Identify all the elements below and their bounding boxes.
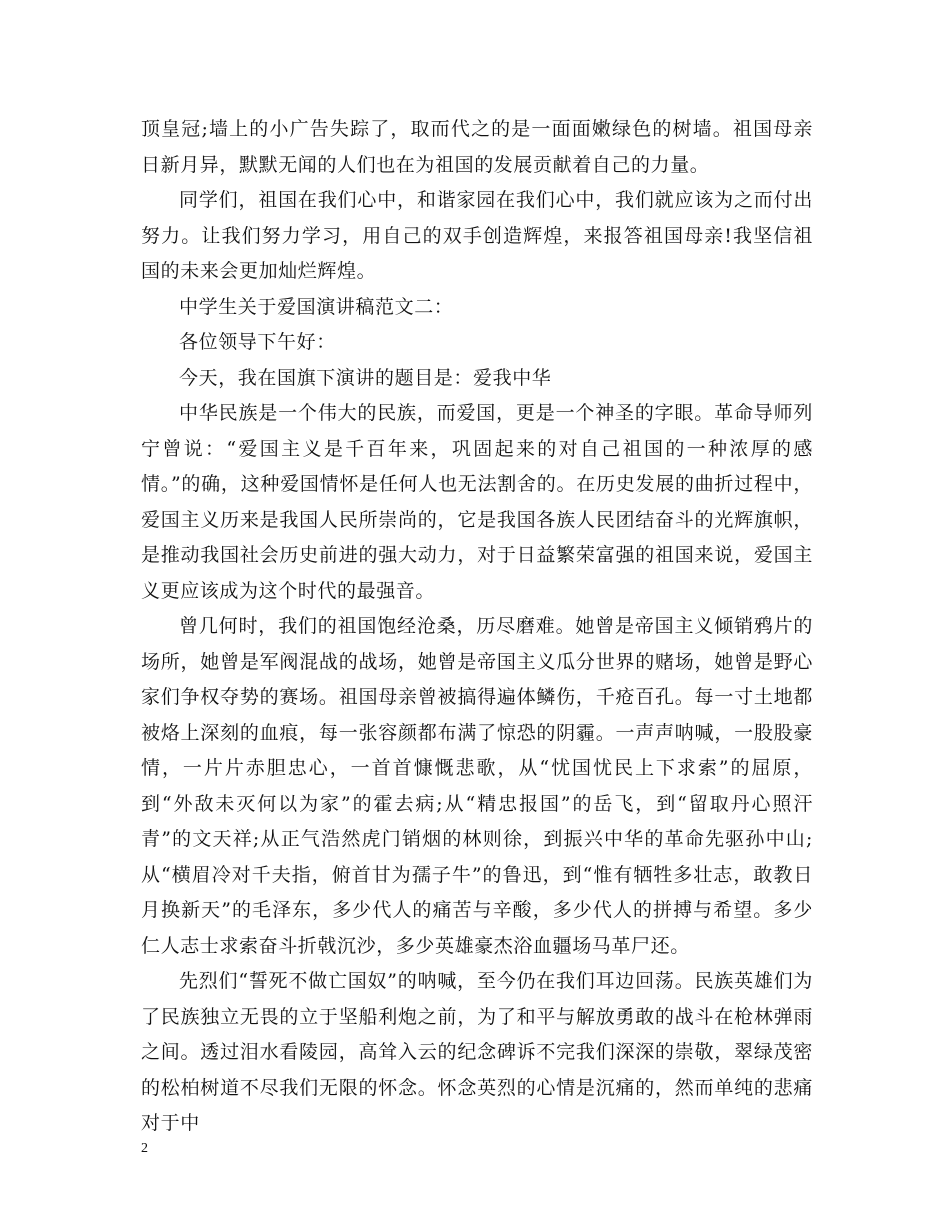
paragraph: 同学们，祖国在我们心中，和谐家园在我们心中，我们就应该为之而付出努力。让我们努力学习，用自己的双手创造辉煌，来报答祖国母亲!我坚信祖国的未来会更加灿烂辉煌。 xyxy=(141,189,813,282)
document-body xyxy=(141,112,813,1142)
paragraph-continuation: 顶皇冠;墙上的小广告失踪了，取而代之的是一面面嫩绿色的树墙。祖国母亲日新月异，默默无闻的人们也在为祖国的发展贡献着自己的力量。 xyxy=(141,118,813,176)
salutation: 各位领导下午好： xyxy=(179,331,336,353)
section-heading: 中学生关于爱国演讲稿范文二： xyxy=(179,295,454,318)
speech-title-line: 今天，我在国旗下演讲的题目是：爱我中华 xyxy=(179,366,552,389)
paragraph: 曾几何时，我们的祖国饱经沧桑，历尽磨难。她曾是帝国主义倾销鸦片的场所，她曾是军阀混战的战场，她曾是帝国主义瓜分世界的赌场，她曾是野心家们争权夺势的赛场。祖国母亲曾被搞得遍体鳞伤，千疮百孔。每一寸土地都被烙上深刻的血痕，每一张容颜都布满了惊恐的阴霾。一声声呐喊，一股股豪情，一片片赤胆忠心，一首首慷慨悲歌，从“忧国忧民上下求索”的屈原，到“外敌未灭何以为家”的霍去病;从“精忠报国”的岳飞，到“留取丹心照汗青”的文天祥;从正气浩然虎门销烟的林则徐，到振兴中华的革命先驱孙中山;从“横眉冷对千夫指，俯首甘为孺子牛”的鲁迅，到“惟有牺牲多壮志，敢教日月换新天”的毛泽东，多少代人的痛苦与辛酸，多少代人的拼搏与希望。多少仁人志士求索奋斗折戟沉沙，多少英雄豪杰浴血疆场马革尸还。 xyxy=(141,615,813,957)
paragraph: 中华民族是一个伟大的民族，而爱国，更是一个神圣的字眼。革命导师列宁曾说：“爱国主义是千百年来，巩固起来的对自己祖国的一种浓厚的感情。”的确，这种爱国情怀是任何人也无法割舍的。在历史发展的曲折过程中，爱国主义历来是我国人民所崇尚的，它是我国各族人民团结奋斗的光辉旗帜，是推动我国社会历史前进的强大动力，对于日益繁荣富强的祖国来说，爱国主义更应该成为这个时代的最强音。 xyxy=(141,402,813,602)
page-number: 2 xyxy=(141,1141,148,1156)
paragraph: 先烈们“誓死不做亡国奴”的呐喊，至今仍在我们耳边回荡。民族英雄们为了民族独立无畏的立于坚船利炮之前，为了和平与解放勇敢的战斗在枪林弹雨之间。透过泪水看陵园，高耸入云的纪念碑诉不完我们深深的崇敬，翠绿茂密的松柏树道不尽我们无限的怀念。怀念英烈的心情是沉痛的，然而单纯的悲痛对于中 xyxy=(141,970,813,1134)
